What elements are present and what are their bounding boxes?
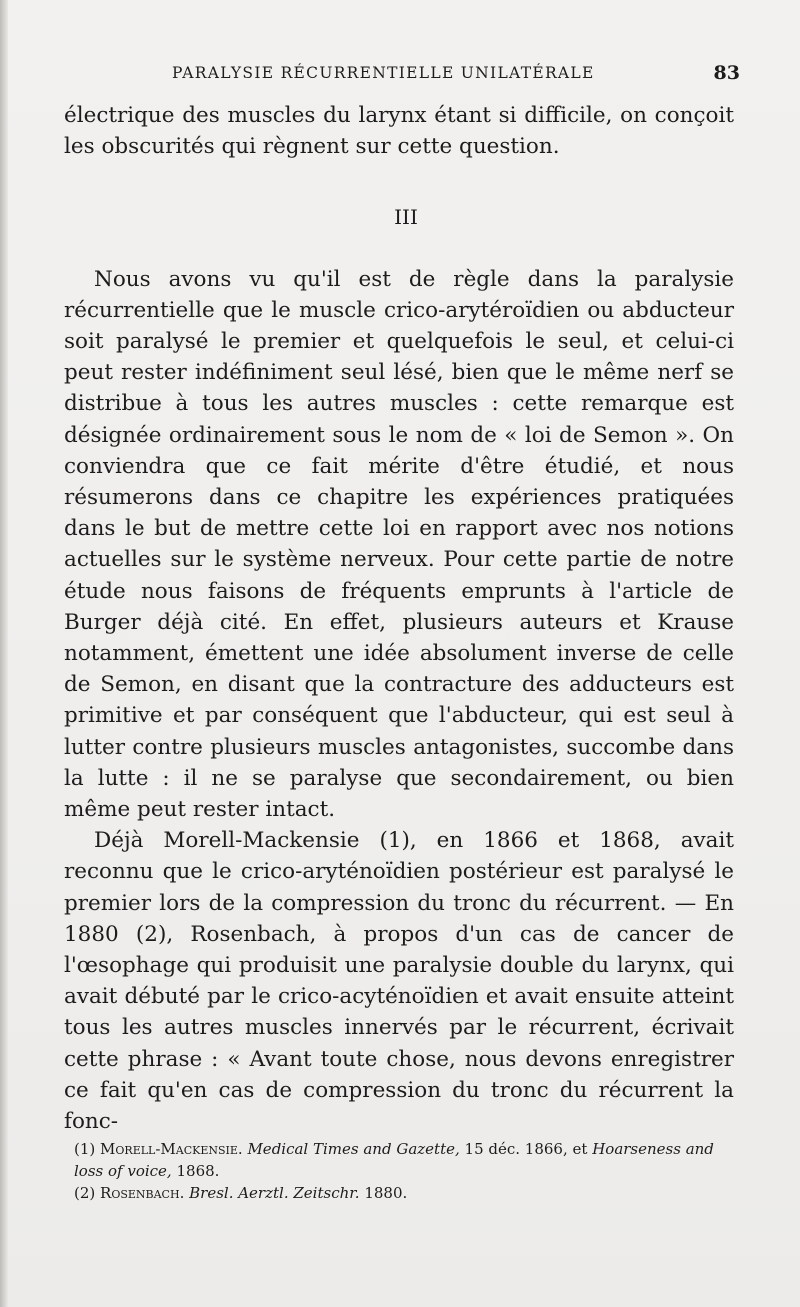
footnotes — [74, 1138, 734, 1204]
page-number: 83 — [713, 62, 740, 84]
section-heading: III — [394, 205, 418, 230]
footnote-1-source-2: Hoarseness and loss of voice, — [74, 1140, 714, 1180]
footnote-1-source: Medical Times and Gazette, — [247, 1140, 460, 1158]
footnote-1-author: Morell-Mackensie. — [100, 1140, 243, 1158]
footnote-2 — [74, 1182, 734, 1204]
intro-paragraph: électrique des muscles du larynx étant si difficile, on conçoit les obscurités qui règnent sur cette question. — [64, 103, 734, 160]
footnote-2-source: Bresl. Aerztl. Zeitschr. — [189, 1184, 360, 1202]
running-head — [64, 62, 740, 88]
footnote-1 — [74, 1138, 734, 1182]
footnote-1-year: 1868. — [176, 1162, 220, 1180]
paragraph-1: Nous avons vu qu'il est de règle dans la paralysie récurrentielle que le muscle crico-arytéroïdien ou abducteur soit paralysé le premier et quelquefois le seul, et celui-ci peut rester indéfiniment seul lésé, bien que le même nerf se distribue à tous les autres muscles : cette remarque est désignée ordinairement sous le nom de « loi de Semon ». On conviendra que ce fait mérite d'être étudié, et nous résumerons dans ce chapitre les expériences pratiquées dans le but de mettre cette loi en rapport avec nos notions actuelles sur le système nerveux. Pour cette partie de notre étude nous faisons de fréquents emprunts à l'article de Burger déjà cité. En effet, plusieurs auteurs et Krause notamment, émettent une idée absolument inverse de celle de Semon, en disant que la contracture des adducteurs est primitive et par conséquent que l'abducteur, qui est seul à lutter contre plusieurs muscles antagonistes, succombe dans la lutte : il ne se paralyse que secondairement, ou bien même peut rester intact. — [64, 266, 734, 823]
paragraph-2: Déjà Morell-Mackensie (1), en 1866 et 1868, avait reconnu que le crico-aryténoïdien postérieur est paralysé le premier lors de la compression du tronc du récurrent. — En 1880 (2), Rosenbach, à propos d'un cas de cancer de l'œsophage qui produisit une paralysie double du larynx, qui avait débuté par le crico-acyténoïdien et avait ensuite atteint tous les autres muscles innervés par le récurrent, écrivait cette phrase : « Avant toute chose, nous devons enregistrer ce fait qu'en cas de compression du tronc du récurrent la fonc- — [64, 828, 734, 1135]
footnote-1-mark: (1) — [74, 1140, 96, 1158]
footnote-2-year: 1880. — [364, 1184, 408, 1202]
body-text — [64, 100, 734, 1137]
page-edge-shadow — [0, 0, 8, 1307]
footnote-1-date: 15 déc. 1866, et — [464, 1140, 588, 1158]
running-head-title: PARALYSIE RÉCURRENTIELLE UNILATÉRALE — [172, 64, 595, 82]
footnote-2-mark: (2) — [74, 1184, 96, 1202]
footnote-2-author: Rosenbach. — [100, 1184, 185, 1202]
